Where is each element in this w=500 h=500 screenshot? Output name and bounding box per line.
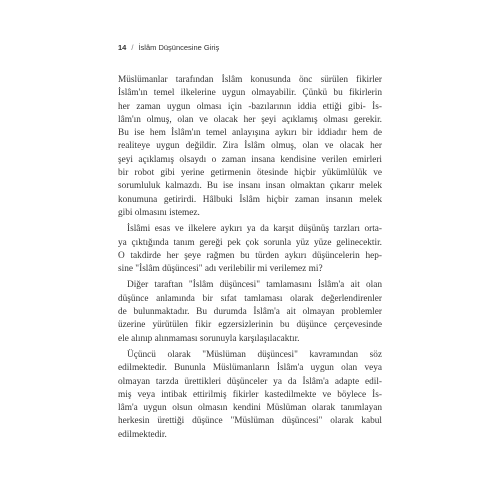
text-line: şeyi açıklamış olsaydı o zaman insana kendisine verilen emirleri [118, 154, 382, 165]
page-number: 14 [118, 43, 127, 52]
paragraph [118, 223, 382, 276]
text-line: O takdirde her şeye rağmen bu türden aykırı düşüncelerin hep- [118, 250, 382, 261]
text-line: sine "İslâm düşüncesi" adı verilebilir mi verilemez mi? [118, 264, 323, 275]
text-line: Bu ise hem İslâm'ın temel anlayışına aykırı bir iddiadır hem de [118, 128, 382, 139]
text-line: gibi olmasını istemez. [118, 207, 200, 218]
body-text [118, 74, 382, 445]
paragraph [118, 349, 382, 442]
text-line: İslâm'ın temel ilkelerine uygun olmayabilir. Çünkü bu fikirlerin [118, 88, 382, 99]
text-line: olmayan tarzda ürettikleri düşünceler ya da İslâm'a adapte edil- [118, 376, 382, 387]
text-line: de bulunmaktadır. Bu durumda İslâm'a ait olmayan problemler [118, 307, 382, 318]
text-line: Diğer taraftan "İslâm düşüncesi" tamlamasını İslâm'a ait olan [127, 280, 382, 291]
text-line: miş veya intibak ettirilmiş fikirler kastedilmekte ve böylece İs- [118, 389, 382, 400]
text-line: üzerine yürütülen fikir egzersizlerinin bu düşünce çerçevesinde [118, 320, 382, 331]
text-line: konumuna getirirdi. Hâlbuki İslâm hiçbir zaman insanın melek [118, 194, 382, 205]
text-line: her zaman uygun olması için -bazılarının iddia ettiği gibi- İs- [118, 101, 382, 112]
text-line: düşünce anlamında bir sıfat tamlaması olarak değerlendirenler [118, 293, 382, 304]
text-line: sorumluluk kalmazdı. Bu ise insanı insan olmaktan çıkarır melek [118, 181, 382, 192]
running-head [118, 43, 219, 52]
text-line: lâm'ın olmuş, olan ve olacak her şeyi açıklamış olması gerekir. [118, 114, 382, 125]
text-line: ya çıktığında tanım gereği pek çok sorunla yüz yüze gelinecektir. [118, 237, 382, 248]
paragraph [118, 74, 382, 220]
text-line: lâm'a uygun olsun olmasın kendini Müslüman olarak tanımlayan [118, 403, 382, 414]
text-line: Müslümanlar tarafından İslâm konusunda önc sürülen fikirler [118, 75, 382, 85]
text-line: Üçüncü olarak "Müslüman düşüncesi" kavramından söz [127, 349, 382, 360]
text-line: edilmektedir. Bununla Müslümanların İslâm'a uygun olan veya [118, 363, 382, 374]
text-line: İslâmi esas ve ilkelere aykırı ya da karşıt düşünüş tarzları orta- [127, 224, 382, 235]
text-line: realiteye uygun değildir. Zira İslâm olmuş, olan ve olacak her [118, 141, 382, 152]
running-title: İslâm Düşüncesine Giriş [138, 43, 220, 52]
header-separator: / [131, 43, 134, 52]
text-line: herkesin ürettiği düşünce "Müslüman düşüncesi" olarak kabul [118, 416, 382, 427]
text-line: ele alınıp alınmaması sorunuyla karşılaşılacaktır. [118, 333, 300, 344]
text-line: edilmektedir. [118, 429, 167, 440]
text-line: bir robot gibi yerine getirmenin ötesinde hiçbir yükümlülük ve [118, 168, 382, 179]
paragraph [118, 279, 382, 345]
